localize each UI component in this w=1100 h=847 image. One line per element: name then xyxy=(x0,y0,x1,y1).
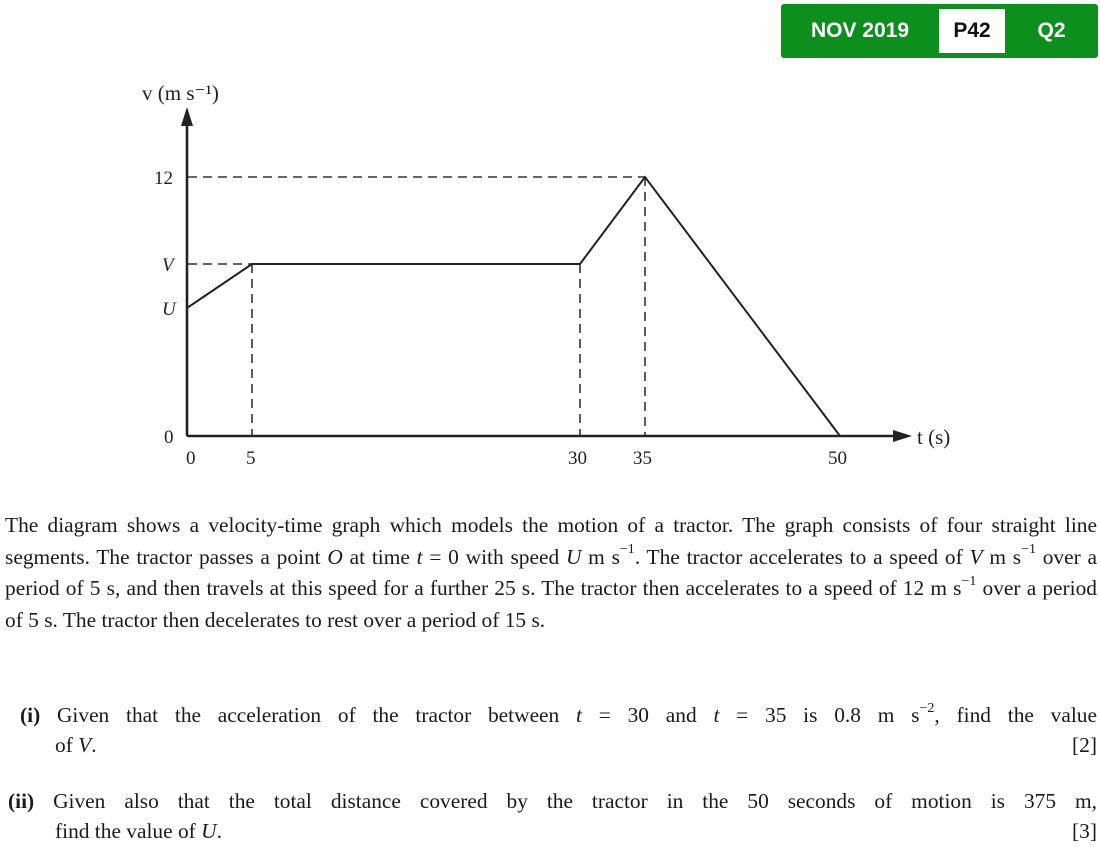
part-text: Given also that the total distance covered by the tractor in the 50 seconds of motion is 375 m, xyxy=(34,789,1097,813)
part-label: (i) xyxy=(20,703,41,727)
y-axis-label: v (m s⁻¹) xyxy=(142,81,219,105)
x-tick-label: 30 xyxy=(568,448,587,469)
x-axis-arrow xyxy=(893,430,912,442)
part-text: . xyxy=(216,819,222,843)
part-text: Given that the acceleration of the tractor between xyxy=(40,703,577,727)
question-part-i xyxy=(8,700,1097,760)
x-tick-label: 5 xyxy=(246,448,256,469)
part-text: . xyxy=(91,733,97,757)
statement-text: . The tractor accelerates to a speed of xyxy=(634,544,970,569)
unit-exponent: −1 xyxy=(961,573,977,589)
question-part-ii xyxy=(8,786,1097,846)
problem-statement xyxy=(5,510,1097,636)
x-axis-label: t (s) xyxy=(917,425,951,449)
statement-text: = 0 with speed xyxy=(422,544,566,569)
time-variable: t xyxy=(576,703,582,727)
y-tick-label: 0 xyxy=(164,427,174,448)
point-variable: O xyxy=(327,544,343,569)
question-number-label: Q2 xyxy=(1037,19,1066,42)
x-tick-label: 50 xyxy=(828,448,847,469)
part-text: of xyxy=(55,733,79,757)
speed-variable-v: V xyxy=(969,544,983,569)
part-label: (ii) xyxy=(8,789,35,813)
statement-text: at time xyxy=(342,544,417,569)
statement-text: over a period of 5 s. The tractor then decelerates to rest over a period of 15 s. xyxy=(5,576,1098,632)
y-axis-arrow xyxy=(181,107,193,126)
time-variable: t xyxy=(713,703,720,727)
speed-variable-u: U xyxy=(565,544,582,569)
statement-text: m s xyxy=(581,544,620,569)
speed-variable-u: U xyxy=(201,819,217,843)
marks-label: [3] xyxy=(1072,819,1097,843)
y-tick-label: V xyxy=(162,255,174,276)
speed-variable-v: V xyxy=(78,733,92,757)
statement-text: m s xyxy=(982,544,1022,569)
unit-exponent: −1 xyxy=(1021,542,1036,558)
statement-text: over a period of 5 s, and then travels at this speed for a further 25 s. The tractor then accelerates to a speed of 12 m s xyxy=(5,544,1098,600)
part-text: = 35 is 0.8 m s xyxy=(719,703,920,727)
exam-date-label: NOV 2019 xyxy=(810,19,910,42)
y-tick-label: 12 xyxy=(154,168,173,189)
part-text: = 30 and xyxy=(581,703,714,727)
unit-exponent: −1 xyxy=(619,542,635,558)
velocity-line xyxy=(187,177,840,436)
part-text: , find the value xyxy=(934,703,1097,727)
paper-number-label: P42 xyxy=(939,9,1005,53)
marks-label: [2] xyxy=(1072,733,1097,757)
x-tick-label: 0 xyxy=(186,448,196,469)
x-tick-label: 35 xyxy=(633,448,652,469)
part-text: find the value of xyxy=(55,819,202,843)
time-variable: t xyxy=(416,544,423,569)
statement-text: The diagram shows a velocity-time graph which models the motion of a tractor. The graph consists of four straight line segments. The tractor passes a point xyxy=(5,513,1097,569)
unit-exponent: −2 xyxy=(919,700,935,716)
y-tick-label: U xyxy=(162,299,176,320)
